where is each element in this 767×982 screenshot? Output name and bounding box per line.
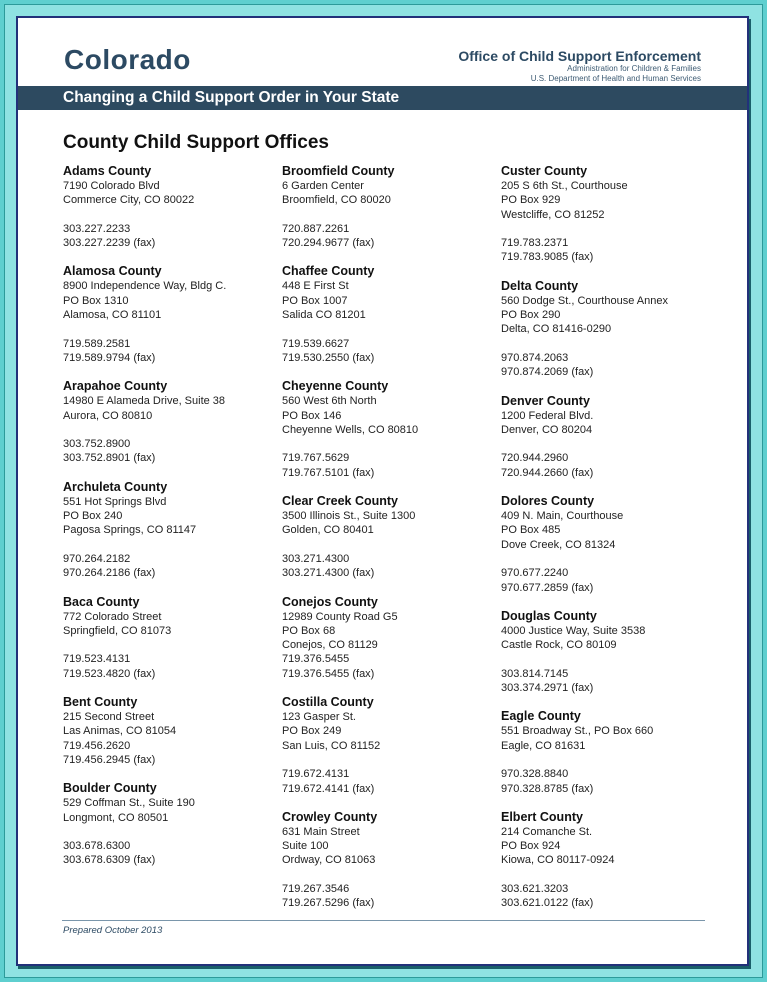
county-name: Cheyenne County bbox=[282, 379, 389, 394]
address-line: 409 N. Main, Courthouse bbox=[501, 510, 624, 523]
address-line: Salida CO 81201 bbox=[282, 309, 366, 322]
address-line: 12989 County Road G5 bbox=[282, 610, 398, 623]
county-name: Archuleta County bbox=[63, 479, 168, 494]
address-line: PO Box 249 bbox=[282, 725, 342, 738]
address-line: 8900 Independence Way, Bldg C. bbox=[63, 280, 227, 293]
office-column-2 bbox=[282, 164, 497, 925]
address-line: 14980 E Alameda Drive, Suite 38 bbox=[63, 395, 226, 408]
address-line: 3500 Illinois St., Suite 1300 bbox=[282, 510, 416, 523]
phone-line: 719.456.2945 (fax) bbox=[63, 753, 156, 766]
address-line: Dove Creek, CO 81324 bbox=[501, 538, 616, 551]
address-line: Denver, CO 80204 bbox=[501, 423, 593, 436]
phone-line: 970.677.2240 bbox=[501, 567, 569, 580]
address-line: 551 Broadway St., PO Box 660 bbox=[501, 725, 654, 738]
county-office bbox=[501, 810, 716, 911]
address-line: PO Box 240 bbox=[63, 510, 123, 523]
address-line: 215 Second Street bbox=[63, 711, 155, 724]
county-office bbox=[501, 494, 716, 595]
county-office bbox=[63, 379, 278, 465]
phone-line: 970.328.8840 bbox=[501, 768, 569, 781]
line-gap bbox=[501, 222, 716, 236]
address-line: PO Box 1310 bbox=[63, 294, 129, 307]
county-office bbox=[63, 264, 278, 365]
address-line: PO Box 924 bbox=[501, 840, 561, 853]
phone-line: 719.267.5296 (fax) bbox=[282, 897, 375, 910]
line-gap bbox=[282, 208, 497, 222]
agency-subtitle-1: Administration for Children & Families bbox=[567, 64, 701, 73]
phone-line: 303.227.2233 bbox=[63, 222, 131, 235]
phone-line: 719.376.5455 (fax) bbox=[282, 667, 375, 680]
county-office bbox=[501, 394, 716, 480]
phone-line: 303.271.4300 (fax) bbox=[282, 567, 375, 580]
phone-line: 719.767.5101 (fax) bbox=[282, 466, 375, 479]
footer-divider bbox=[62, 920, 705, 921]
address-line: Suite 100 bbox=[282, 840, 329, 853]
county-office bbox=[282, 164, 497, 250]
address-line: 448 E First St bbox=[282, 280, 349, 293]
county-office bbox=[501, 164, 716, 265]
phone-line: 720.944.2960 bbox=[501, 452, 569, 465]
county-office bbox=[282, 810, 497, 911]
document-page bbox=[16, 16, 749, 966]
phone-line: 303.271.4300 bbox=[282, 552, 350, 565]
address-line: 7190 Colorado Blvd bbox=[63, 180, 160, 192]
address-line: 529 Coffman St., Suite 190 bbox=[63, 797, 195, 810]
address-line: Springfield, CO 81073 bbox=[63, 624, 172, 637]
county-office bbox=[282, 264, 497, 365]
footer-note: Prepared October 2013 bbox=[63, 925, 163, 936]
county-name: Baca County bbox=[63, 594, 140, 609]
county-name: Denver County bbox=[501, 393, 590, 408]
county-name: Crowley County bbox=[282, 809, 378, 824]
address-line: Longmont, CO 80501 bbox=[63, 811, 169, 824]
address-line: PO Box 68 bbox=[282, 624, 336, 637]
county-name: Costilla County bbox=[282, 695, 374, 710]
address-line: 4000 Justice Way, Suite 3538 bbox=[501, 624, 646, 637]
state-title: Colorado bbox=[64, 44, 191, 75]
line-gap bbox=[63, 538, 278, 552]
address-line: 631 Main Street bbox=[282, 825, 360, 838]
office-column-3 bbox=[501, 164, 716, 925]
county-office bbox=[63, 695, 278, 767]
county-office bbox=[63, 164, 278, 250]
county-name: Arapahoe County bbox=[63, 379, 168, 394]
phone-line: 970.264.2186 (fax) bbox=[63, 567, 156, 580]
address-line: Ordway, CO 81063 bbox=[282, 854, 376, 867]
address-line: 6 Garden Center bbox=[282, 180, 364, 192]
phone-line: 303.621.3203 bbox=[501, 882, 569, 895]
county-name: Dolores County bbox=[501, 494, 595, 509]
phone-line: 719.267.3546 bbox=[282, 882, 350, 895]
address-line: Westcliffe, CO 81252 bbox=[501, 208, 605, 221]
phone-line: 970.677.2859 (fax) bbox=[501, 581, 594, 594]
address-line: 1200 Federal Blvd. bbox=[501, 409, 594, 422]
phone-line: 303.621.0122 (fax) bbox=[501, 897, 594, 910]
address-line: 214 Comanche St. bbox=[501, 825, 593, 838]
line-gap bbox=[282, 437, 497, 451]
county-office bbox=[63, 781, 278, 867]
phone-line: 970.874.2063 bbox=[501, 351, 569, 364]
line-gap bbox=[63, 208, 278, 222]
address-line: Eagle, CO 81631 bbox=[501, 739, 586, 752]
address-line: PO Box 485 bbox=[501, 524, 561, 537]
address-line: 123 Gasper St. bbox=[282, 711, 356, 724]
county-office bbox=[282, 595, 497, 681]
title-banner bbox=[18, 86, 747, 110]
agency-block bbox=[458, 48, 701, 84]
phone-line: 303.678.6309 (fax) bbox=[63, 854, 156, 867]
address-line: Las Animas, CO 81054 bbox=[63, 725, 177, 738]
address-line: 205 S 6th St., Courthouse bbox=[501, 180, 628, 192]
address-line: 560 Dodge St., Courthouse Annex bbox=[501, 294, 668, 307]
address-line: Aurora, CO 80810 bbox=[63, 409, 153, 422]
address-line: Golden, CO 80401 bbox=[282, 524, 374, 537]
banner-title: Changing a Child Support Order in Your State bbox=[63, 89, 400, 106]
phone-line: 719.523.4131 bbox=[63, 653, 131, 666]
county-name: Broomfield County bbox=[282, 164, 395, 178]
address-line: San Luis, CO 81152 bbox=[282, 739, 381, 752]
phone-line: 303.227.2239 (fax) bbox=[63, 237, 156, 250]
address-line: Broomfield, CO 80020 bbox=[282, 194, 391, 207]
address-line: 772 Colorado Street bbox=[63, 610, 162, 623]
phone-line: 719.530.2550 (fax) bbox=[282, 351, 375, 364]
county-name: Elbert County bbox=[501, 809, 583, 824]
line-gap bbox=[501, 337, 716, 351]
office-column-1 bbox=[63, 164, 278, 882]
line-gap bbox=[501, 652, 716, 666]
address-line: PO Box 290 bbox=[501, 309, 561, 322]
line-gap bbox=[501, 552, 716, 566]
agency-subtitle-2: U.S. Department of Health and Human Services bbox=[530, 74, 701, 83]
phone-line: 719.589.9794 (fax) bbox=[63, 351, 156, 364]
county-name: Bent County bbox=[63, 695, 138, 710]
phone-line: 719.456.2620 bbox=[63, 739, 131, 752]
line-gap bbox=[282, 868, 497, 882]
county-name: Clear Creek County bbox=[282, 494, 399, 509]
phone-line: 720.294.9677 (fax) bbox=[282, 237, 375, 250]
line-gap bbox=[63, 423, 278, 437]
address-line: PO Box 146 bbox=[282, 409, 342, 422]
section-title: County Child Support Offices bbox=[63, 132, 329, 153]
county-office bbox=[282, 379, 497, 480]
county-name: Douglas County bbox=[501, 608, 597, 623]
phone-line: 303.752.8901 (fax) bbox=[63, 452, 156, 465]
phone-line: 970.264.2182 bbox=[63, 552, 131, 565]
county-name: Eagle County bbox=[501, 709, 581, 724]
phone-line: 719.672.4141 (fax) bbox=[282, 782, 375, 795]
county-name: Delta County bbox=[501, 278, 579, 293]
line-gap bbox=[282, 538, 497, 552]
address-line: Kiowa, CO 80117-0924 bbox=[501, 854, 615, 867]
phone-line: 970.874.2069 (fax) bbox=[501, 366, 594, 379]
phone-line: 303.814.7145 bbox=[501, 667, 569, 680]
address-line: PO Box 1007 bbox=[282, 294, 348, 307]
county-name: Alamosa County bbox=[63, 264, 162, 279]
county-name: Chaffee County bbox=[282, 264, 375, 279]
county-office bbox=[63, 595, 278, 681]
address-line: Alamosa, CO 81101 bbox=[63, 309, 162, 322]
address-line: PO Box 929 bbox=[501, 194, 561, 207]
address-line: Conejos, CO 81129 bbox=[282, 639, 378, 652]
county-name: Boulder County bbox=[63, 781, 157, 796]
phone-line: 719.783.9085 (fax) bbox=[501, 251, 594, 264]
phone-line: 303.678.6300 bbox=[63, 840, 131, 853]
phone-line: 719.539.6627 bbox=[282, 337, 350, 350]
phone-line: 719.523.4820 (fax) bbox=[63, 667, 156, 680]
address-line: Commerce City, CO 80022 bbox=[63, 194, 195, 207]
address-line: Pagosa Springs, CO 81147 bbox=[63, 524, 197, 537]
county-office bbox=[282, 695, 497, 796]
phone-line: 719.767.5629 bbox=[282, 452, 350, 465]
line-gap bbox=[63, 638, 278, 652]
phone-line: 719.672.4131 bbox=[282, 768, 350, 781]
address-line: Castle Rock, CO 80109 bbox=[501, 639, 617, 652]
phone-line: 719.589.2581 bbox=[63, 337, 131, 350]
phone-line: 719.376.5455 bbox=[282, 653, 350, 666]
line-gap bbox=[501, 753, 716, 767]
county-office bbox=[63, 480, 278, 581]
county-name: Custer County bbox=[501, 164, 588, 178]
phone-line: 970.328.8785 (fax) bbox=[501, 782, 594, 795]
line-gap bbox=[63, 825, 278, 839]
address-line: Delta, CO 81416-0290 bbox=[501, 323, 612, 336]
county-name: Conejos County bbox=[282, 594, 378, 609]
phone-line: 303.752.8900 bbox=[63, 438, 131, 451]
phone-line: 720.887.2261 bbox=[282, 222, 350, 235]
county-office bbox=[282, 494, 497, 580]
phone-line: 303.374.2971 (fax) bbox=[501, 682, 594, 695]
line-gap bbox=[282, 322, 497, 336]
county-office bbox=[501, 279, 716, 380]
agency-name: Office of Child Support Enforcement bbox=[458, 48, 701, 64]
line-gap bbox=[501, 868, 716, 882]
phone-line: 719.783.2371 bbox=[501, 237, 569, 250]
line-gap bbox=[501, 437, 716, 451]
line-gap bbox=[282, 753, 497, 767]
address-line: Cheyenne Wells, CO 80810 bbox=[282, 423, 419, 436]
county-name: Adams County bbox=[63, 164, 152, 178]
county-office bbox=[501, 709, 716, 795]
county-office bbox=[501, 609, 716, 695]
address-line: 551 Hot Springs Blvd bbox=[63, 495, 167, 508]
phone-line: 720.944.2660 (fax) bbox=[501, 466, 594, 479]
line-gap bbox=[63, 322, 278, 336]
address-line: 560 West 6th North bbox=[282, 395, 377, 408]
